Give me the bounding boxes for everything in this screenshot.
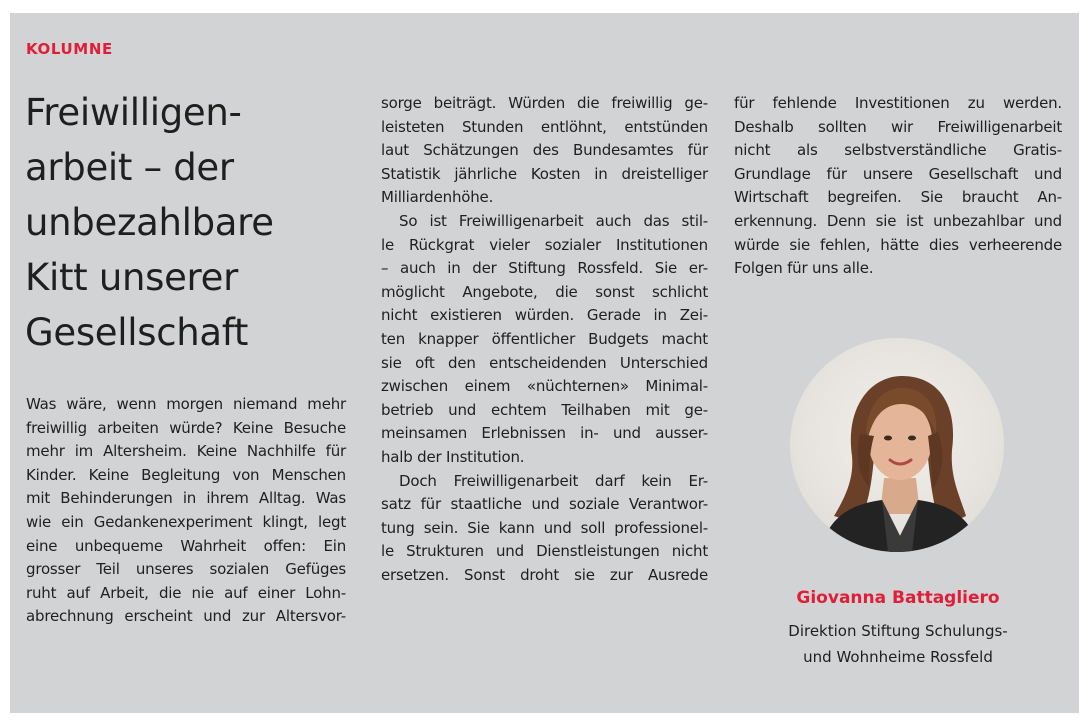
text-line: le Rückgrat vieler sozialer Institutionen xyxy=(381,235,708,254)
author-portrait-photo xyxy=(790,338,1004,552)
author-role xyxy=(734,618,1062,670)
text-line: Kinder. Keine Begleitung von Menschen xyxy=(26,465,346,484)
text-line: Was wäre, wenn morgen niemand mehr xyxy=(26,395,346,413)
author-name: Giovanna Battagliero xyxy=(796,588,1000,608)
paragraph xyxy=(381,210,708,470)
text-line: abrechnung erscheint und zur Altersvor- xyxy=(26,607,346,626)
text-line: Folgen für uns alle. xyxy=(734,259,874,278)
text-line: sie oft den entscheidenden Unterschied xyxy=(381,353,708,372)
column-page xyxy=(10,13,1079,713)
text-line: mit Behinderungen in ihrem Alltag. Was xyxy=(26,489,346,508)
paragraph xyxy=(381,470,708,588)
author-role-line: Direktion Stiftung Schulungs- xyxy=(788,622,1008,640)
paragraph xyxy=(381,92,708,210)
text-line: nicht als selbstverständliche Gratis- xyxy=(734,141,1062,160)
portrait-illustration xyxy=(790,338,1004,552)
text-line: Wirtschaft begreifen. Sie braucht An- xyxy=(734,188,1062,207)
text-line: ersetzen. Sonst droht sie zur Ausrede xyxy=(381,565,708,584)
text-line: wie ein Gedankenexperiment klingt, legt xyxy=(26,512,346,531)
headline-line: Freiwilligen- xyxy=(25,91,242,134)
text-line: für fehlende Investitionen zu werden. xyxy=(734,94,1062,112)
text-line: ten knapper öffentlicher Budgets macht xyxy=(381,329,708,348)
text-line: würde sie fehlen, hätte dies verheerende xyxy=(734,235,1062,254)
paragraph xyxy=(26,393,346,629)
headline-line: Kitt unserer xyxy=(25,256,239,299)
text-column-1 xyxy=(26,393,346,629)
headline-line: arbeit – der xyxy=(25,146,234,189)
text-line: Grundlage für unsere Gesellschaft und xyxy=(734,164,1062,183)
text-line: So ist Freiwilligenarbeit auch das stil- xyxy=(399,211,708,230)
text-line: Milliardenhöhe. xyxy=(381,188,494,207)
section-kicker: KOLUMNE xyxy=(26,40,113,58)
text-line: betrieb und echtem Teilhaben mit ge- xyxy=(381,400,708,419)
text-column-2 xyxy=(381,92,708,587)
text-line: halb der Institution. xyxy=(381,447,525,466)
text-line: ruht auf Arbeit, die nie auf einer Lohn- xyxy=(26,583,346,602)
text-line: eine unbequeme Wahrheit offen: Ein xyxy=(26,536,346,555)
headline-line: unbezahlbare xyxy=(25,201,274,244)
article-headline xyxy=(25,85,355,360)
text-line: nicht existieren würden. Gerade in Zei- xyxy=(381,306,708,325)
text-line: meinsamen Erlebnissen in- und ausser- xyxy=(381,424,708,443)
text-line: leisteten Stunden entlöhnt, entstünden xyxy=(381,117,708,136)
text-line: zwischen einem «nüchternen» Minimal- xyxy=(381,377,708,396)
text-line: Statistik jährliche Kosten in dreistelliger xyxy=(381,164,708,183)
author-role-line: und Wohnheime Rossfeld xyxy=(803,648,993,666)
text-line: tung sein. Sie kann und soll professionel- xyxy=(381,518,708,537)
text-line: Doch Freiwilligenarbeit darf kein Er- xyxy=(399,471,708,490)
text-line: mehr im Altersheim. Keine Nachhilfe für xyxy=(26,442,346,461)
text-line: erkennung. Denn sie ist unbezahlbar und xyxy=(734,211,1062,230)
text-line: sorge beiträgt. Würden die freiwillig ge- xyxy=(381,94,708,112)
text-line: – auch in der Stiftung Rossfeld. Sie er- xyxy=(381,259,708,278)
text-line: grosser Teil unseres sozialen Gefüges xyxy=(26,560,346,579)
text-column-3 xyxy=(734,92,1062,281)
text-line: le Strukturen und Dienstleistungen nicht xyxy=(381,542,708,561)
text-line: laut Schätzungen des Bundesamtes für xyxy=(381,141,708,160)
text-line: möglicht Angebote, die sonst schlicht xyxy=(381,282,708,301)
headline-line: Gesellschaft xyxy=(25,311,249,354)
text-line: freiwillig arbeiten würde? Keine Besuche xyxy=(26,418,346,437)
text-line: Deshalb sollten wir Freiwilligenarbeit xyxy=(734,117,1062,136)
paragraph xyxy=(734,92,1062,281)
text-line: satz für staatliche und soziale Verantwor- xyxy=(381,495,708,514)
